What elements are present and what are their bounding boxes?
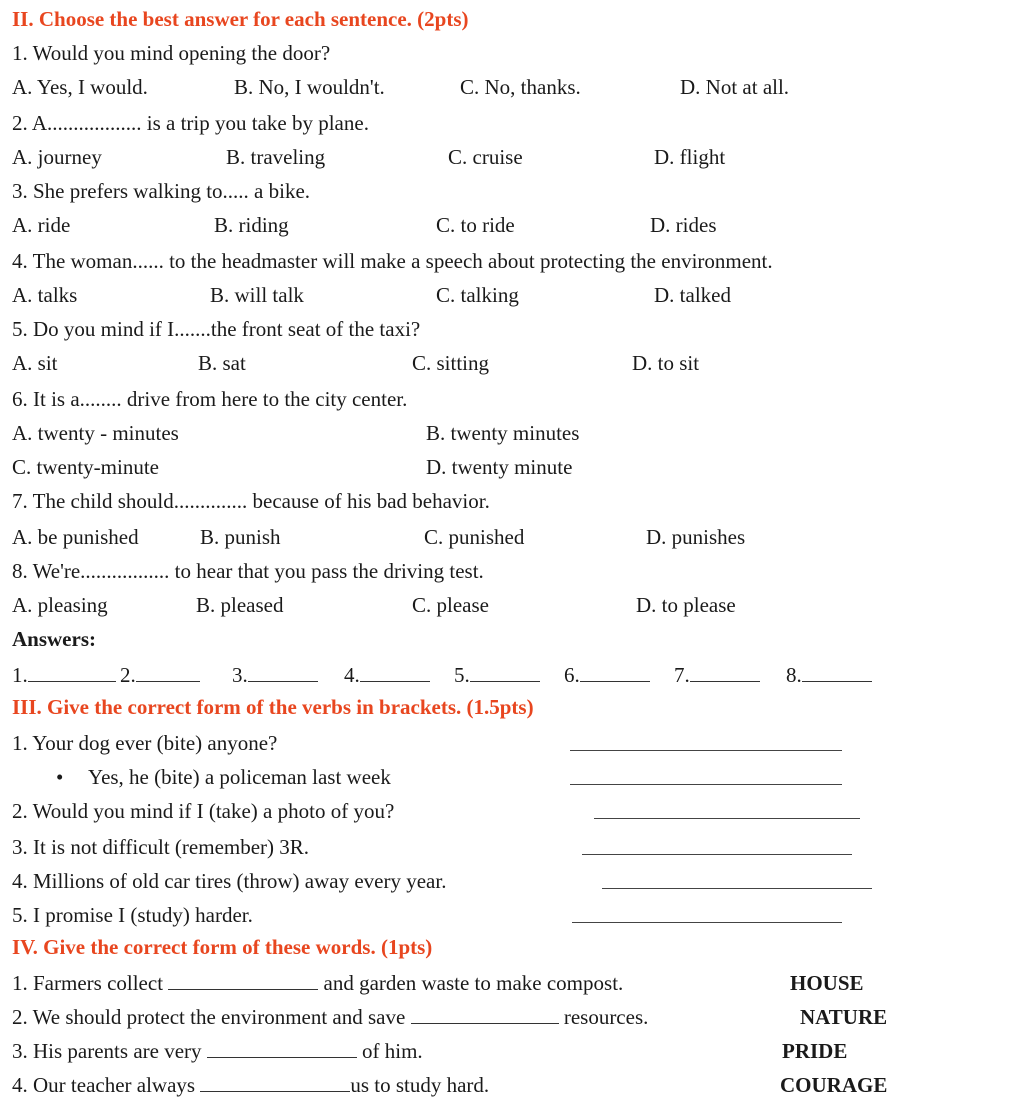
verb-item-text: Yes, he (bite) a policeman last week <box>88 765 391 789</box>
root-word: COURAGE <box>780 1073 888 1097</box>
answer-number: 1. <box>12 663 28 687</box>
answers-row <box>12 658 1016 692</box>
question-3-options <box>12 208 1016 242</box>
word-form-before: 1. Farmers collect <box>12 971 164 995</box>
word-form-after: us to study hard. <box>350 1073 490 1097</box>
verb-item-2 <box>12 794 1016 828</box>
question-6-options-row1 <box>12 416 1016 450</box>
option-d[interactable]: D. talked <box>654 283 731 307</box>
option-c[interactable]: C. to ride <box>436 213 515 237</box>
verb-item-text: 3. It is not difficult (remember) 3R. <box>12 835 310 859</box>
option-a[interactable]: A. twenty - minutes <box>12 421 179 445</box>
word-form-before: 2. We should protect the environment and save <box>12 1005 406 1029</box>
word-form-item-3 <box>12 1034 1016 1068</box>
word-form-item-4 <box>12 1068 1016 1102</box>
root-word: HOUSE <box>790 971 864 995</box>
verb-item-text: 2. Would you mind if I (take) a photo of you? <box>12 799 395 823</box>
option-b[interactable]: B. twenty minutes <box>426 421 580 445</box>
verb-item-3 <box>12 830 1016 864</box>
option-c[interactable]: C. cruise <box>448 145 523 169</box>
verb-item-text: 1. Your dog ever (bite) anyone? <box>12 731 278 755</box>
question-4-text: 4. The woman...... to the headmaster will make a speech about protecting the environment. <box>12 249 773 273</box>
word-form-before: 3. His parents are very <box>12 1039 202 1063</box>
verb-answer-line-2[interactable] <box>594 818 860 819</box>
option-b[interactable]: B. traveling <box>226 145 326 169</box>
option-b[interactable]: B. No, I wouldn't. <box>234 75 385 99</box>
option-d[interactable]: D. flight <box>654 145 726 169</box>
option-b[interactable]: B. will talk <box>210 283 304 307</box>
option-a[interactable]: A. Yes, I would. <box>12 75 148 99</box>
answer-number: 6. <box>564 663 580 687</box>
answer-number: 3. <box>232 663 248 687</box>
answer-number: 7. <box>674 663 690 687</box>
verb-item-1-sub <box>12 760 1016 794</box>
answer-blank-4[interactable] <box>360 663 430 682</box>
word-form-blank-3[interactable] <box>207 1039 357 1058</box>
root-word: PRIDE <box>782 1039 848 1063</box>
option-a[interactable]: A. journey <box>12 145 102 169</box>
verb-item-4 <box>12 864 1016 898</box>
answer-blank-5[interactable] <box>470 663 540 682</box>
verb-item-1 <box>12 726 1016 760</box>
verb-item-5 <box>12 898 1016 932</box>
verb-answer-line-1[interactable] <box>570 750 842 751</box>
answer-number: 5. <box>454 663 470 687</box>
option-d[interactable]: D. rides <box>650 213 717 237</box>
word-form-after: of him. <box>362 1039 423 1063</box>
answer-blank-7[interactable] <box>690 663 760 682</box>
answer-blank-6[interactable] <box>580 663 650 682</box>
verb-answer-line-4[interactable] <box>602 888 872 889</box>
option-c[interactable]: C. sitting <box>412 351 490 375</box>
option-d[interactable]: D. Not at all. <box>680 75 790 99</box>
question-1-options <box>12 70 1016 104</box>
root-word: NATURE <box>800 1005 888 1029</box>
word-form-before: 4. Our teacher always <box>12 1073 196 1097</box>
verb-item-text: 4. Millions of old car tires (throw) away every year. <box>12 869 447 893</box>
word-form-item-2 <box>12 1000 1016 1034</box>
question-6-options-row2 <box>12 450 1016 484</box>
option-c[interactable]: C. please <box>412 593 489 617</box>
question-5-text: 5. Do you mind if I.......the front seat of the taxi? <box>12 317 421 341</box>
option-d[interactable]: D. to please <box>636 593 736 617</box>
section-2-heading: II. Choose the best answer for each sentence. (2pts) <box>12 7 469 31</box>
question-8-options <box>12 588 1016 622</box>
option-b[interactable]: B. riding <box>214 213 289 237</box>
option-a[interactable]: A. be punished <box>12 525 139 549</box>
section-3-heading: III. Give the correct form of the verbs in brackets. (1.5pts) <box>12 695 534 719</box>
word-form-blank-1[interactable] <box>168 971 318 990</box>
answer-blank-1[interactable] <box>28 663 116 682</box>
answer-number: 4. <box>344 663 360 687</box>
answers-label: Answers: <box>12 627 96 651</box>
option-a[interactable]: A. ride <box>12 213 71 237</box>
answer-number: 2. <box>120 663 136 687</box>
verb-item-text: 5. I promise I (study) harder. <box>12 903 253 927</box>
option-c[interactable]: C. No, thanks. <box>460 75 581 99</box>
question-1-text: 1. Would you mind opening the door? <box>12 41 331 65</box>
word-form-after: and garden waste to make compost. <box>323 971 624 995</box>
bullet-icon: • <box>56 765 64 789</box>
question-7-text: 7. The child should.............. because of his bad behavior. <box>12 489 490 513</box>
section-4-heading: IV. Give the correct form of these words. (1pts) <box>12 935 433 959</box>
option-d[interactable]: D. punishes <box>646 525 746 549</box>
question-3-text: 3. She prefers walking to..... a bike. <box>12 179 311 203</box>
option-b[interactable]: B. punish <box>200 525 281 549</box>
option-a[interactable]: A. sit <box>12 351 58 375</box>
option-b[interactable]: B. pleased <box>196 593 284 617</box>
answer-number: 8. <box>786 663 802 687</box>
question-2-text: 2. A.................. is a trip you take by plane. <box>12 111 369 135</box>
option-b[interactable]: B. sat <box>198 351 246 375</box>
word-form-item-1 <box>12 966 1016 1000</box>
option-a[interactable]: A. talks <box>12 283 78 307</box>
option-d[interactable]: D. twenty minute <box>426 455 573 479</box>
option-c[interactable]: C. punished <box>424 525 525 549</box>
answer-blank-8[interactable] <box>802 663 872 682</box>
question-8-text: 8. We're................. to hear that you pass the driving test. <box>12 559 484 583</box>
question-5-options <box>12 346 1016 380</box>
word-form-after: resources. <box>563 1005 649 1029</box>
option-a[interactable]: A. pleasing <box>12 593 108 617</box>
answer-blank-2[interactable] <box>136 663 200 682</box>
word-form-blank-2[interactable] <box>411 1005 559 1024</box>
verb-answer-line-1b[interactable] <box>570 784 842 785</box>
option-d[interactable]: D. to sit <box>632 351 700 375</box>
option-c[interactable]: C. talking <box>436 283 519 307</box>
question-7-options <box>12 520 1016 554</box>
option-c[interactable]: C. twenty-minute <box>12 455 159 479</box>
verb-answer-line-5[interactable] <box>572 922 842 923</box>
answer-blank-3[interactable] <box>248 663 318 682</box>
question-6-text: 6. It is a........ drive from here to the city center. <box>12 387 408 411</box>
question-2-options <box>12 140 1016 174</box>
word-form-blank-4[interactable] <box>200 1073 350 1092</box>
question-4-options <box>12 278 1016 312</box>
verb-answer-line-3[interactable] <box>582 854 852 855</box>
